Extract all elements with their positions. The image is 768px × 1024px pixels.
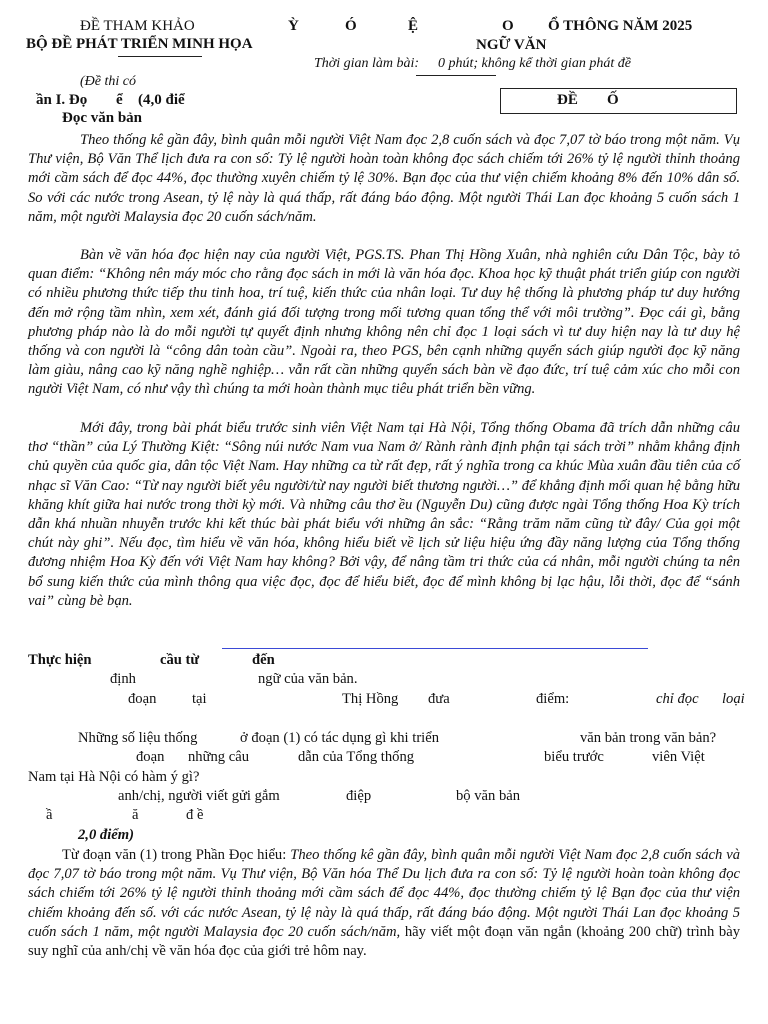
section-2-title-part-3: đ ề <box>186 807 204 823</box>
question-3-part-3: văn bản trong văn bản? <box>580 730 717 746</box>
question-1-part-1: định <box>110 671 136 687</box>
section-2-title-part-2: ă <box>132 807 139 823</box>
passage-paragraph-1 <box>28 131 740 227</box>
questions-heading-part-3: đến <box>252 652 275 668</box>
exam-label: ĐỀ THAM KHẢO <box>80 18 195 34</box>
question-4-part-4: biểu trước <box>544 749 604 765</box>
exam-time-value: 0 phút; không kể thời gian phát đề <box>438 56 631 71</box>
section-title-part-3: (4,0 điể <box>138 92 185 108</box>
question-2-part-7: loại <box>722 691 745 707</box>
question-4-line-2: Nam tại Hà Nội có hàm ý gì? <box>28 769 200 785</box>
exam-source: BỘ ĐỀ PHÁT TRIỂN MINH HỌA <box>26 36 253 52</box>
section-2-score: 2,0 điểm) <box>78 827 134 843</box>
question-2-part-4: đưa <box>428 691 450 707</box>
writing-prompt <box>28 846 740 961</box>
question-4-part-3: dẫn của Tổng thống <box>298 749 415 765</box>
exam-code-value: Ố <box>607 92 619 108</box>
exam-title-fragment-4: O <box>502 18 514 34</box>
question-2-part-5: điểm: <box>536 691 570 707</box>
writing-prompt-quote: Theo thống kê gần đây, bình quân mỗi người Việt Nam đọc 2,8 cuốn sách và đọc 7,07 tờ báo trong một năm. Vụ Thư viện, Bộ Văn hóa Thể Du lịch đưa ra con số: Tỷ lệ người hoàn toàn không đọc sách chiếm tới 26% tỷ lệ người thỉnh thoảng mới cầm sách để đọc 44%, đọc thường chiếm tỷ lệ Bạn đọc của thư viện chiếm khoảng đến số. với các nước Asean, tỷ lệ này là quá thấp, rất đáng báo động. Một người Thái Lan đọc khoảng 5 cuốn sách 1 năm, một người Malaysia đọc 20 cuốn sách/năm, <box>28 847 740 940</box>
exam-title-fragment-3: Ệ <box>408 18 419 34</box>
passage-paragraph-1-text: Theo thống kê gần đây, bình quân mỗi người Việt Nam đọc 2,8 cuốn sách và đọc 7,07 tờ báo trong một năm. Vụ Thư viện, Bộ Văn Thể lịch đưa ra con số: Tỷ lệ người hoàn toàn không đọc sách chiếm tới 26% tỷ lệ người thỉnh thoảng mới cầm sách để đọc 44%, đọc thường xuyên chiếm tỷ lệ 30%. Bạn đọc của thư viện chiếm khoảng 8% đến 10% dân số. So với các nước trong Asean, tỷ lệ này là quá thấp, rất đáng báo động. Một người Thái Lan đọc khoảng 5 cuốn sách 1 năm, một người Malaysia đọc 20 cuốn sách/năm. <box>28 132 740 225</box>
exam-subject: NGỮ VĂN <box>476 37 547 53</box>
passage-paragraph-3 <box>28 419 740 611</box>
header-underline <box>118 56 202 57</box>
divider-line <box>222 648 648 649</box>
question-4-part-1: đoạn <box>136 749 165 765</box>
exam-code-box <box>500 88 737 114</box>
question-2-part-2: tại <box>192 691 207 707</box>
question-3-part-1: Những số liệu thống <box>78 730 198 746</box>
question-3-part-2: ở đoạn (1) có tác dụng gì khi triển <box>240 730 440 746</box>
passage-paragraph-3-text: Mới đây, trong bài phát biểu trước sinh viên Việt Nam tại Hà Nội, Tổng thống Obama đã trích dẫn những câu thơ “thần” của Lý Thường Kiệt: “Sông núi nước Nam vua Nam ở/ Rành rành định phận tại sách trời” nhằm khẳng định chủ quyền của quốc gia, dân tộc Việt Nam. Hay những ca từ rất đẹp, rất ý nghĩa trong ca khúc Mùa xuân đầu tiên của cố nhạc sĩ Văn Cao: “Từ nay người biết yêu người/từ nay người biết thương người…” để khẳng định mối quan hệ bằng hữu khăng khít giữa hai nước trong thời kỳ mới. Và những câu thơ ều (Nguyễn Du) cũng được ngài Tổng thống Hoa Kỳ trích dẫn khá nhuần nhuyễn trước khi kết thúc bài phát biểu với những ân sắc: “Rằng trăm năm cũng từ đây/ Của gọi một chút này ghi”. Nếu đọc, tìm hiểu về văn hóa, không hiểu biết về lịch sử liệu hiệu ứng đầy năng lượng của Tổng thống đương nhiệm Hoa Kỳ đến với Việt Nam hay không? Bởi vậy, để nâng tầm tri thức của cá nhân, mỗi người chúng ta nên bổ sung kiến thức của mình thông qua việc đọc, đọc để hiểu biết, đọc để mình không bị lạc hậu, lỗi thời, đọc để “sánh vai” cùng bè bạn. <box>28 420 740 609</box>
section-title-part-2: ể <box>116 92 123 108</box>
section-2-title-part-1: ầ <box>46 807 53 823</box>
exam-title-fragment-2: Ó <box>345 18 357 34</box>
exam-time-label: Thời gian làm bài: <box>314 56 420 71</box>
exam-code-label: ĐỀ <box>557 92 578 108</box>
questions-heading-part-2: cầu từ <box>160 652 200 668</box>
time-underline <box>416 75 496 76</box>
questions-heading-part-1: Thực hiện <box>28 652 92 668</box>
section-subtitle: Đọc văn bản <box>62 110 143 126</box>
question-2-part-3: Thị Hồng <box>342 691 399 707</box>
question-2-part-6: chỉ đọc <box>656 691 699 707</box>
passage-paragraph-2 <box>28 246 740 400</box>
section-title-part-1: ần I. Đọ <box>36 92 88 108</box>
exam-title-fragment-5: Ổ THÔNG NĂM 2025 <box>548 18 693 34</box>
passage-paragraph-2-text: Bàn về văn hóa đọc hiện nay của người Việt, PGS.TS. Phan Thị Hồng Xuân, nhà nghiên cứu Dân Tộc, bày tỏ quan điểm: “Không nên máy móc cho rằng đọc sách in mới là văn hóa đọc. Khoa học kỹ thuật phát triển giúp con người có nhiều phương thức tiếp thu tinh hoa, trí tuệ, kiến thức của nhân loại. Tư duy hệ thống là phương pháp tư duy hướng đến mở rộng tầm nhìn, xem xét, đánh giá đối tượng trong mối tương quan tổng thể với môi trường”. Đọc cái gì, bằng phương pháp nào là do mỗi người tự quyết định nhưng không nên chỉ đọc 1 loại sách vì tư duy hiện nay là tư duy hệ thống và con người là “công dân toàn cầu”. Ngoài ra, theo PGS, bên cạnh những quyển sách giúp người đọc kỹ năng làm giàu, nâng cao kỹ năng nghề nghiệp… vẫn rất cần những quyển sách bàn về đạo đức, trí tuệ cảm xúc cho mỗi con người Việt Nam, có như vậy thì chúng ta mới hoàn thành mục tiêu phát triển bền vững. <box>28 247 740 398</box>
writing-prompt-intro: Từ đoạn văn (1) trong Phần Đọc hiểu: <box>62 847 291 863</box>
question-5-part-2: điệp <box>346 788 372 804</box>
question-1-part-2: ngữ của văn bản. <box>258 671 358 687</box>
exam-title-fragment-1: Ỳ <box>288 18 299 34</box>
question-5-part-1: anh/chị, người viết gửi gắm <box>118 788 280 804</box>
question-2-part-1: đoạn <box>128 691 157 707</box>
question-4-part-2: những câu <box>188 749 249 765</box>
question-5-part-3: bộ văn bản <box>456 788 521 804</box>
exam-note: (Đề thi có <box>80 74 136 89</box>
writing-prompt-task: hãy viết một đoạn văn ngắn (khoảng 200 chữ) trình bày suy nghĩ của anh/chị về văn hóa đọc của giới trẻ hôm nay. <box>28 923 740 960</box>
question-4-part-5: viên Việt <box>652 749 705 765</box>
